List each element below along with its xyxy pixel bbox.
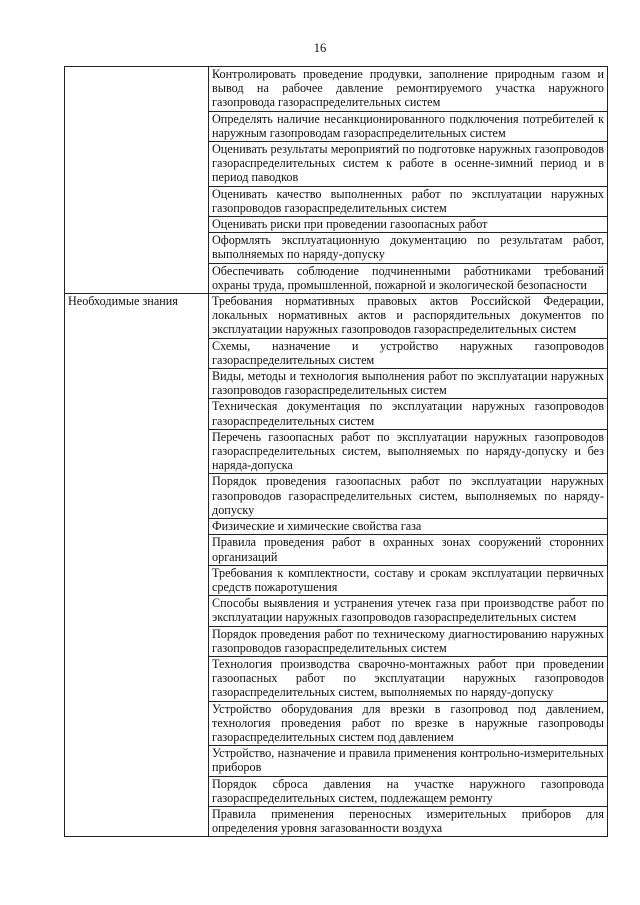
- table-row: [65, 294, 608, 339]
- requirement-item: Оформлять эксплуатационную документацию по результатам работ, выполняемых по наряду-допуску: [209, 233, 608, 263]
- requirement-item: Требования нормативных правовых актов Российской Федерации, локальных нормативных актов и распорядительных документов по эксплуатации наружных газопроводов газораспределительных систем: [209, 294, 608, 339]
- requirement-item: Порядок проведения газоопасных работ по эксплуатации наружных газопроводов газораспределительных систем, выполняемых по наряду-допуску: [209, 474, 608, 519]
- requirement-item: Определять наличие несанкционированного подключения потребителей к наружным газопроводам газораспределительных систем: [209, 111, 608, 141]
- requirement-item: Виды, методы и технология выполнения работ по эксплуатации наружных газопроводов газораспределительных систем: [209, 369, 608, 399]
- requirement-item: Обеспечивать соблюдение подчиненными работниками требований охраны труда, промышленной, пожарной и экологической безопасности: [209, 263, 608, 293]
- requirement-item: Оценивать качество выполненных работ по эксплуатации наружных газопроводов газораспределительных систем: [209, 186, 608, 216]
- requirement-item: Способы выявления и устранения утечек газа при производстве работ по эксплуатации наружных газопроводов газораспределительных систем: [209, 596, 608, 626]
- table-body: [65, 67, 608, 837]
- requirement-item: Контролировать проведение продувки, заполнение природным газом и вывод на рабочее давление ремонтируемого участка наружного газопровода газораспределительных систем: [209, 67, 608, 112]
- requirement-item: Техническая документация по эксплуатации наружных газопроводов газораспределительных систем: [209, 399, 608, 429]
- requirement-item: Оценивать риски при проведении газоопасных работ: [209, 217, 608, 233]
- requirement-item: Схемы, назначение и устройство наружных газопроводов газораспределительных систем: [209, 338, 608, 368]
- section-label-cell: [65, 67, 209, 294]
- requirement-item: Технология производства сварочно-монтажных работ при проведении газоопасных работ по эксплуатации наружных газопроводов газораспределительных систем, выполняемых по наряду-допуску: [209, 656, 608, 701]
- requirement-item: Оценивать результаты мероприятий по подготовке наружных газопроводов газораспределительных систем к работе в осенне-зимний период и в период паводков: [209, 142, 608, 187]
- table-row: [65, 67, 608, 112]
- page-number: 16: [313, 41, 327, 55]
- requirement-item: Физические и химические свойства газа: [209, 519, 608, 535]
- section-label: Необходимые знания: [68, 294, 178, 309]
- requirement-item: Порядок сброса давления на участке наружного газопровода газораспределительных систем, подлежащем ремонту: [209, 776, 608, 806]
- requirement-item: Перечень газоопасных работ по эксплуатации наружных газопроводов газораспределительных систем, выполняемых по наряду-допуску и без наряда-допуска: [209, 429, 608, 474]
- requirement-item: Устройство, назначение и правила применения контрольно-измерительных приборов: [209, 746, 608, 776]
- requirement-item: Правила применения переносных измерительных приборов для определения уровня загазованности воздуха: [209, 806, 608, 836]
- requirements-table: [64, 66, 608, 837]
- requirement-item: Устройство оборудования для врезки в газопровод под давлением, технология проведения работ по врезке в наружные газопроводы газораспределительных систем под давлением: [209, 701, 608, 746]
- requirement-item: Правила проведения работ в охранных зонах сооружений сторонних организаций: [209, 535, 608, 565]
- requirement-item: Порядок проведения работ по техническому диагностированию наружных газопроводов газораспределительных систем: [209, 626, 608, 656]
- section-label-cell: [65, 294, 209, 837]
- requirement-item: Требования к комплектности, составу и срокам эксплуатации первичных средств пожаротушения: [209, 565, 608, 595]
